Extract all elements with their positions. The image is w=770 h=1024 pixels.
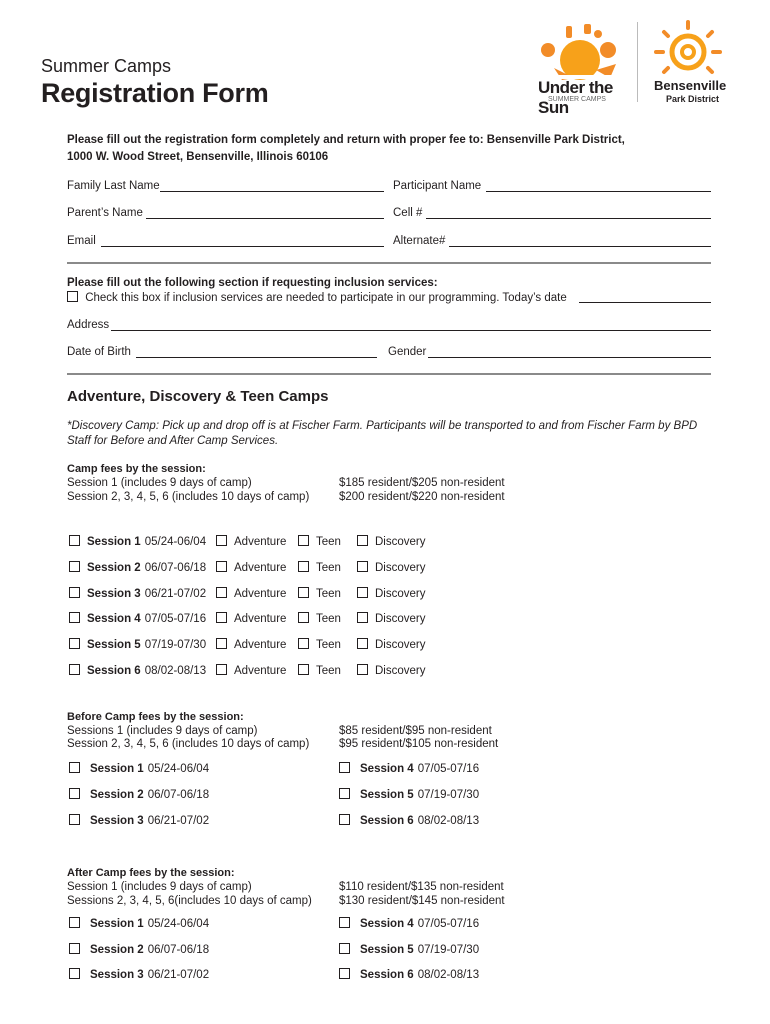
adventure-label: Adventure <box>234 665 287 677</box>
discovery-checkbox[interactable] <box>357 561 368 572</box>
discovery-checkbox[interactable] <box>357 638 368 649</box>
teen-checkbox[interactable] <box>298 561 309 572</box>
camp-fee-2-label: Session 2, 3, 4, 5, 6 (includes 10 days of camp) <box>67 491 310 503</box>
session-name: Session 3 <box>90 815 144 827</box>
session-dates: 08/02-08/13 <box>417 969 480 981</box>
adventure-option <box>216 664 286 677</box>
discovery-note-line-2: Staff for Before and After Camp Services. <box>67 435 279 447</box>
todays-date-field[interactable] <box>579 302 711 303</box>
discovery-note-line-1: *Discovery Camp: Pick up and drop off is at Fischer Farm. Participants will be transported to and from Fischer Farm by BPD <box>67 420 698 432</box>
session-dates: 07/19-07/30 <box>417 789 480 801</box>
park-district-tagline: Park District <box>666 94 720 104</box>
gender-label: Gender <box>388 346 427 358</box>
session-name: Session 6 <box>360 815 414 827</box>
parents-name-label: Parent’s Name <box>67 207 143 219</box>
discovery-checkbox[interactable] <box>357 612 368 623</box>
discovery-checkbox[interactable] <box>357 664 368 675</box>
session-dates: 06/21-07/02 <box>147 969 210 981</box>
session-dates: 06/07-06/18 <box>144 562 207 574</box>
session-checkbox[interactable] <box>69 638 80 649</box>
session-dates: 07/19-07/30 <box>144 639 207 651</box>
session-name: Session 5 <box>360 789 414 801</box>
adventure-checkbox[interactable] <box>216 664 227 675</box>
session-name: Session 2 <box>90 944 144 956</box>
discovery-label: Discovery <box>375 562 426 574</box>
under-the-sun-logo <box>534 20 626 117</box>
discovery-checkbox[interactable] <box>357 535 368 546</box>
session-dates: 05/24-06/04 <box>147 918 210 930</box>
before-camp-heading: Before Camp fees by the session: <box>67 711 244 723</box>
sun-kids-icon <box>534 20 626 82</box>
session-checkbox[interactable] <box>339 917 350 928</box>
camp-session-row <box>69 561 206 574</box>
intro-line-2: 1000 W. Wood Street, Bensenville, Illinois 60106 <box>67 151 329 163</box>
session-checkbox[interactable] <box>69 664 80 675</box>
before-camp-session-row <box>69 788 209 801</box>
section-divider <box>67 262 711 264</box>
discovery-option <box>357 561 425 574</box>
teen-label: Teen <box>316 588 341 600</box>
camp-session-row <box>69 638 206 651</box>
discovery-option <box>357 612 425 625</box>
before-fee-1-price: $85 resident/$95 non-resident <box>339 725 492 737</box>
after-fee-1-price: $110 resident/$135 non-resident <box>339 881 504 893</box>
teen-option <box>298 612 341 625</box>
before-camp-session-row <box>339 788 479 801</box>
teen-checkbox[interactable] <box>298 638 309 649</box>
session-dates: 08/02-08/13 <box>417 815 480 827</box>
session-checkbox[interactable] <box>69 612 80 623</box>
session-name: Session 2 <box>90 789 144 801</box>
adventure-checkbox[interactable] <box>216 587 227 598</box>
discovery-label: Discovery <box>375 536 426 548</box>
camp-session-row <box>69 535 206 548</box>
dob-field[interactable] <box>136 357 377 358</box>
session-checkbox[interactable] <box>69 788 80 799</box>
adventure-label: Adventure <box>234 613 287 625</box>
session-checkbox[interactable] <box>69 762 80 773</box>
teen-checkbox[interactable] <box>298 612 309 623</box>
session-name: Session 4 <box>87 613 141 625</box>
adventure-checkbox[interactable] <box>216 638 227 649</box>
after-camp-session-row <box>69 943 209 956</box>
session-dates: 07/05-07/16 <box>417 918 480 930</box>
session-name: Session 4 <box>360 763 414 775</box>
session-name: Session 3 <box>87 588 141 600</box>
session-dates: 08/02-08/13 <box>144 665 207 677</box>
adventure-label: Adventure <box>234 639 287 651</box>
session-checkbox[interactable] <box>69 917 80 928</box>
session-name: Session 2 <box>87 562 141 574</box>
adventure-label: Adventure <box>234 562 287 574</box>
before-camp-session-row <box>69 814 209 827</box>
address-field[interactable] <box>111 330 711 331</box>
address-label: Address <box>67 319 110 331</box>
camp-fee-1-label: Session 1 (includes 9 days of camp) <box>67 477 252 489</box>
session-dates: 06/07-06/18 <box>147 789 210 801</box>
session-name: Session 1 <box>90 918 144 930</box>
dob-label: Date of Birth <box>67 346 131 358</box>
adventure-option <box>216 612 286 625</box>
page-title: Registration Form <box>41 78 269 108</box>
intro-line-1: Please fill out the registration form completely and return with proper fee to: Bensenville Park District, <box>67 134 625 146</box>
cell-label: Cell # <box>393 207 423 219</box>
adventure-checkbox[interactable] <box>216 612 227 623</box>
session-checkbox[interactable] <box>339 814 350 825</box>
after-camp-session-row <box>339 917 479 930</box>
discovery-option <box>357 587 425 600</box>
alternate-label: Alternate# <box>393 235 446 247</box>
teen-checkbox[interactable] <box>298 664 309 675</box>
cell-field[interactable] <box>426 218 711 219</box>
teen-label: Teen <box>316 562 341 574</box>
session-name: Session 6 <box>87 665 141 677</box>
gender-field[interactable] <box>428 357 711 358</box>
session-checkbox[interactable] <box>69 943 80 954</box>
session-dates: 07/05-07/16 <box>144 613 207 625</box>
email-field[interactable] <box>101 246 384 247</box>
session-name: Session 1 <box>87 536 141 548</box>
sun-spiral-icon <box>650 18 726 80</box>
session-checkbox[interactable] <box>339 788 350 799</box>
after-camp-session-row <box>339 968 479 981</box>
after-camp-heading: After Camp fees by the session: <box>67 867 235 879</box>
participant-name-field[interactable] <box>486 191 711 192</box>
before-fee-1-label: Sessions 1 (includes 9 days of camp) <box>67 725 258 737</box>
after-camp-session-row <box>339 943 479 956</box>
camp-session-row <box>69 664 206 677</box>
adventure-option <box>216 587 286 600</box>
teen-option <box>298 561 341 574</box>
session-checkbox[interactable] <box>339 943 350 954</box>
inclusion-heading: Please fill out the following section if requesting inclusion services: <box>67 277 438 289</box>
teen-label: Teen <box>316 665 341 677</box>
session-checkbox[interactable] <box>69 814 80 825</box>
session-checkbox[interactable] <box>69 968 80 979</box>
after-camp-session-row <box>69 968 209 981</box>
family-last-name-label: Family Last Name <box>67 180 160 192</box>
session-name: Session 3 <box>90 969 144 981</box>
teen-option <box>298 638 341 651</box>
session-dates: 07/05-07/16 <box>417 763 480 775</box>
discovery-label: Discovery <box>375 613 426 625</box>
before-camp-session-row <box>339 762 479 775</box>
session-name: Session 6 <box>360 969 414 981</box>
session-checkbox[interactable] <box>69 587 80 598</box>
camp-session-row <box>69 612 206 625</box>
teen-label: Teen <box>316 639 341 651</box>
discovery-label: Discovery <box>375 639 426 651</box>
adventure-checkbox[interactable] <box>216 535 227 546</box>
camp-fee-1-price: $185 resident/$205 non-resident <box>339 477 505 489</box>
before-fee-2-label: Session 2, 3, 4, 5, 6 (includes 10 days of camp) <box>67 738 310 750</box>
teen-checkbox[interactable] <box>298 535 309 546</box>
inclusion-checkbox-label: Check this box if inclusion services are needed to participate in our programming. Today’s date <box>85 292 567 304</box>
session-name: Session 1 <box>90 763 144 775</box>
discovery-option <box>357 664 425 677</box>
participant-name-label: Participant Name <box>393 180 482 192</box>
session-dates: 07/19-07/30 <box>417 944 480 956</box>
discovery-option <box>357 638 425 651</box>
inclusion-checkbox[interactable] <box>67 291 78 302</box>
teen-option <box>298 664 341 677</box>
before-fee-2-price: $95 resident/$105 non-resident <box>339 738 499 750</box>
inclusion-checkbox-row <box>67 291 567 304</box>
camp-fees-heading: Camp fees by the session: <box>67 463 206 475</box>
teen-checkbox[interactable] <box>298 587 309 598</box>
session-name: Session 4 <box>360 918 414 930</box>
before-camp-session-row <box>69 762 209 775</box>
after-fee-2-label: Sessions 2, 3, 4, 5, 6(includes 10 days of camp) <box>67 895 312 907</box>
teen-label: Teen <box>316 536 341 548</box>
before-camp-session-row <box>339 814 479 827</box>
session-checkbox[interactable] <box>339 968 350 979</box>
adventure-checkbox[interactable] <box>216 561 227 572</box>
camps-heading: Adventure, Discovery & Teen Camps <box>67 388 329 405</box>
camp-fee-2-price: $200 resident/$220 non-resident <box>339 491 505 503</box>
section-divider <box>67 373 711 375</box>
session-name: Session 5 <box>360 944 414 956</box>
camp-session-row <box>69 587 206 600</box>
parents-name-field[interactable] <box>146 218 384 219</box>
session-name: Session 5 <box>87 639 141 651</box>
session-dates: 06/21-07/02 <box>147 815 210 827</box>
under-the-sun-wordmark: Under the Sun <box>538 78 613 117</box>
logo-divider <box>637 22 638 102</box>
session-dates: 05/24-06/04 <box>147 763 210 775</box>
teen-option <box>298 535 341 548</box>
email-label: Email <box>67 235 96 247</box>
after-fee-1-label: Session 1 (includes 9 days of camp) <box>67 881 252 893</box>
teen-label: Teen <box>316 613 341 625</box>
family-last-name-field[interactable] <box>160 191 384 192</box>
bensenville-logo <box>650 18 730 108</box>
adventure-label: Adventure <box>234 536 287 548</box>
discovery-label: Discovery <box>375 588 426 600</box>
adventure-option <box>216 535 286 548</box>
teen-option <box>298 587 341 600</box>
after-fee-2-price: $130 resident/$145 non-resident <box>339 895 505 907</box>
discovery-checkbox[interactable] <box>357 587 368 598</box>
session-checkbox[interactable] <box>339 762 350 773</box>
after-camp-session-row <box>69 917 209 930</box>
discovery-option <box>357 535 425 548</box>
session-dates: 06/07-06/18 <box>147 944 210 956</box>
session-dates: 05/24-06/04 <box>144 536 207 548</box>
form-subtitle: Summer Camps <box>41 56 172 76</box>
session-checkbox[interactable] <box>69 535 80 546</box>
session-checkbox[interactable] <box>69 561 80 572</box>
bensenville-wordmark: Bensenville <box>654 78 727 93</box>
adventure-option <box>216 638 286 651</box>
summer-camps-tagline: SUMMER CAMPS <box>548 96 606 103</box>
session-dates: 06/21-07/02 <box>144 588 207 600</box>
adventure-label: Adventure <box>234 588 287 600</box>
adventure-option <box>216 561 286 574</box>
discovery-label: Discovery <box>375 665 426 677</box>
alternate-field[interactable] <box>449 246 711 247</box>
